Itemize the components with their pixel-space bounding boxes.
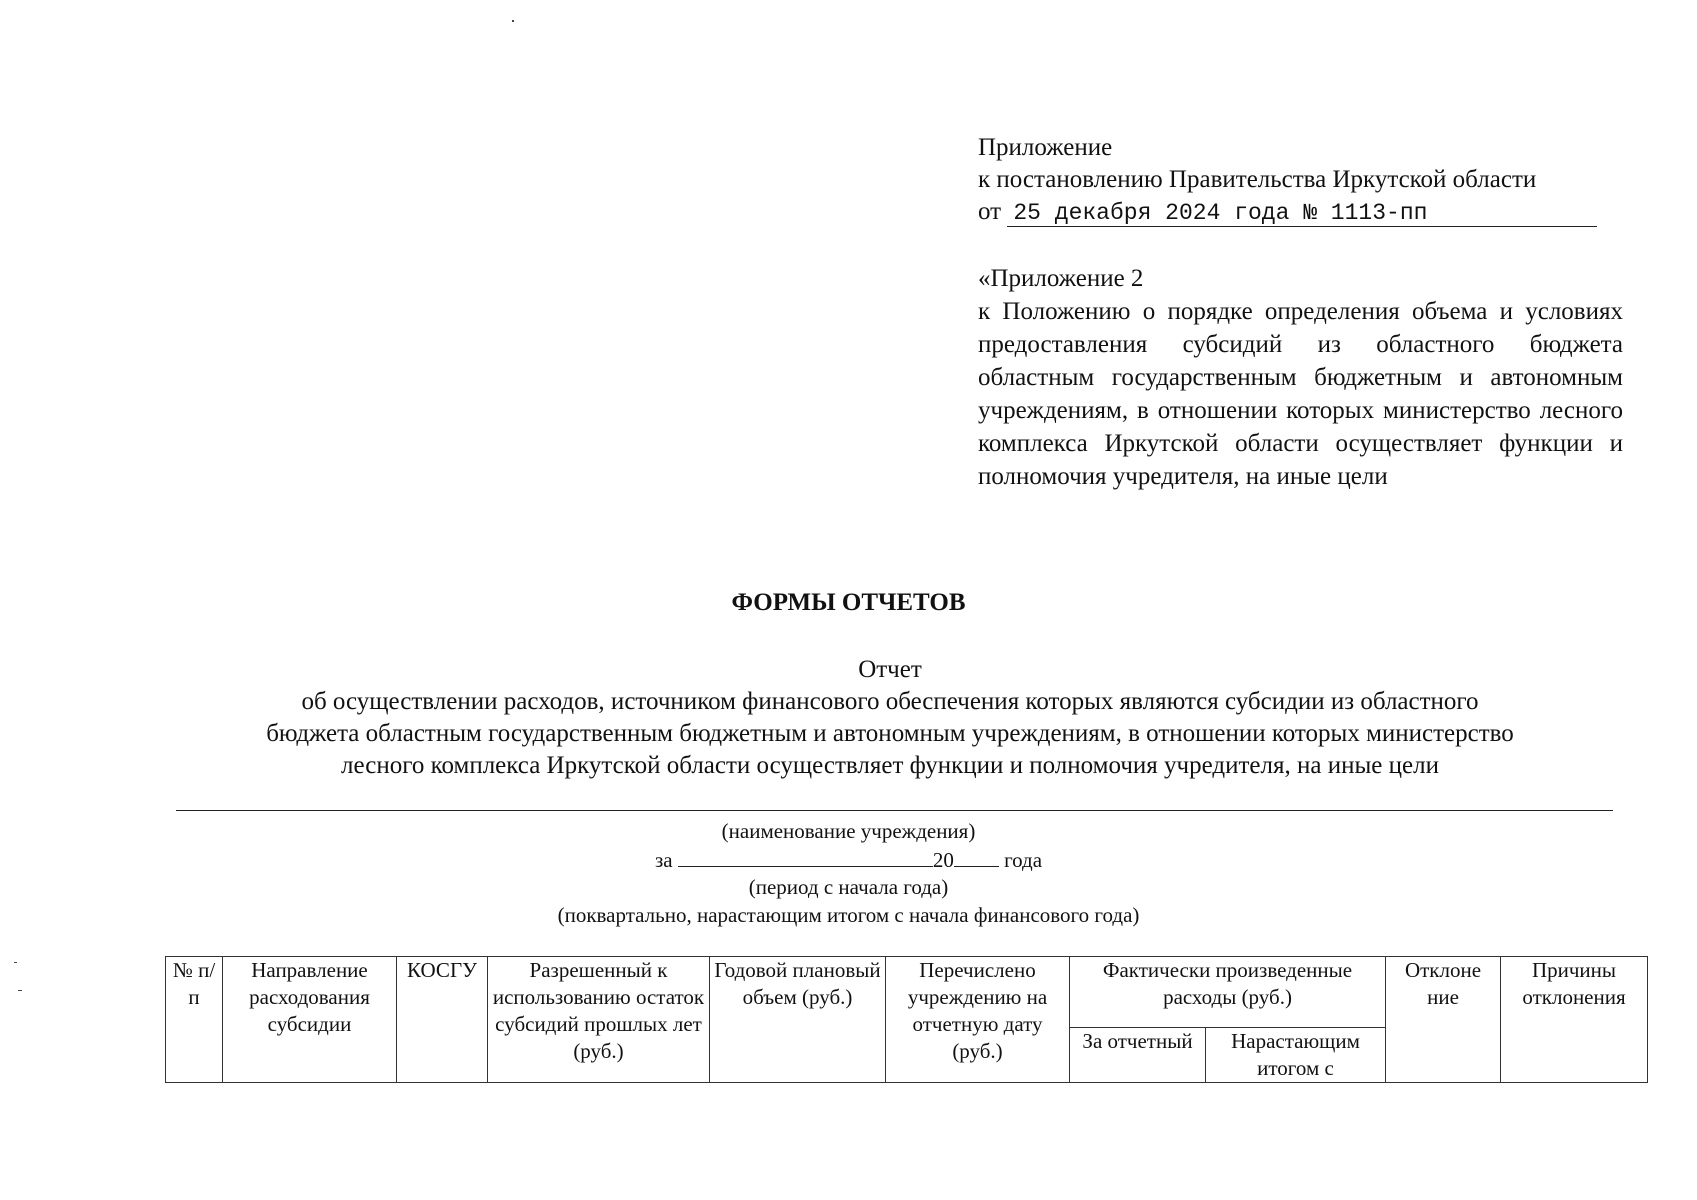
header-kosgu: КОСГУ [397, 957, 488, 1083]
period-caption: (период с начала года) [748, 875, 949, 899]
scan-speck [18, 990, 22, 991]
appendix2-text: к Положению о порядке определения объема и условиях предоставления субсидий из областного бюджета областным государственным бюджетным и автономным учреждениям, в отношении которых министерство лесного комплекса Иркутской области осуществляет функции и полномочия учредителя, на иные цели [978, 298, 1623, 490]
report-heading [170, 654, 1610, 782]
report-subtitle-line-1: об осуществлении расходов, источником финансового обеспечения которых являются субсидии из областного [301, 688, 1479, 715]
appendix2-title: «Приложение 2 [978, 265, 1144, 292]
appendix-date-value: 25 декабря 2024 года № 1113-пп [1007, 200, 1597, 227]
header-num: № п/п [166, 957, 223, 1083]
report-subtitle-line-2: бюджета областным государственным бюджетным и автономным учреждениям, в отношении которых министерство [266, 720, 1514, 747]
period-line [0, 846, 1697, 873]
institution-name-line [176, 810, 1613, 811]
appendix-block [978, 132, 1623, 228]
appendix-title: Приложение [978, 134, 1113, 161]
scan-speck [14, 962, 17, 963]
header-reasons: Причины отклонения [1501, 957, 1648, 1083]
period-note: (поквартально, нарастающим итогом с начала финансового года) [557, 903, 1140, 927]
subheader-cumulative: Нарастающим итогом с [1206, 1028, 1386, 1083]
period-year-prefix: 20 [932, 848, 954, 872]
report-table [165, 956, 1648, 1083]
header-transferred: Перечислено учреждению на отчетную дату (руб.) [886, 957, 1070, 1083]
subheader-for-period: За отчетный [1070, 1028, 1206, 1083]
header-direction: Направление расходования субсидии [223, 957, 397, 1083]
institution-caption: (наименование учреждения) [721, 819, 976, 843]
table-header-row [166, 957, 1648, 1028]
report-subtitle-line-3: лесного комплекса Иркутской области осуществляет функции и полномочия учредителя, на иные цели [341, 752, 1439, 779]
header-annual-plan: Годовой плановый объем (руб.) [710, 957, 886, 1083]
appendix-resolution: к постановлению Правительства Иркутской области [978, 166, 1537, 193]
header-allowed-balance: Разрешенный к использованию остаток субсидий прошлых лет (руб.) [488, 957, 710, 1083]
period-suffix: года [1004, 848, 1043, 872]
header-deviation: Отклоне ние [1386, 957, 1501, 1083]
appendix2-block [978, 262, 1623, 493]
appendix-date-prefix: от [978, 198, 1002, 225]
header-actual-expenses: Фактически произведенные расходы (руб.) [1070, 957, 1386, 1028]
report-title: Отчет [858, 656, 922, 683]
period-blank [678, 846, 933, 867]
forms-title: ФОРМЫ ОТЧЕТОВ [731, 589, 966, 616]
period-prefix: за [654, 848, 673, 872]
scan-speck [512, 20, 514, 22]
period-year-blank [954, 846, 999, 867]
appendix-date-line [978, 196, 1623, 228]
